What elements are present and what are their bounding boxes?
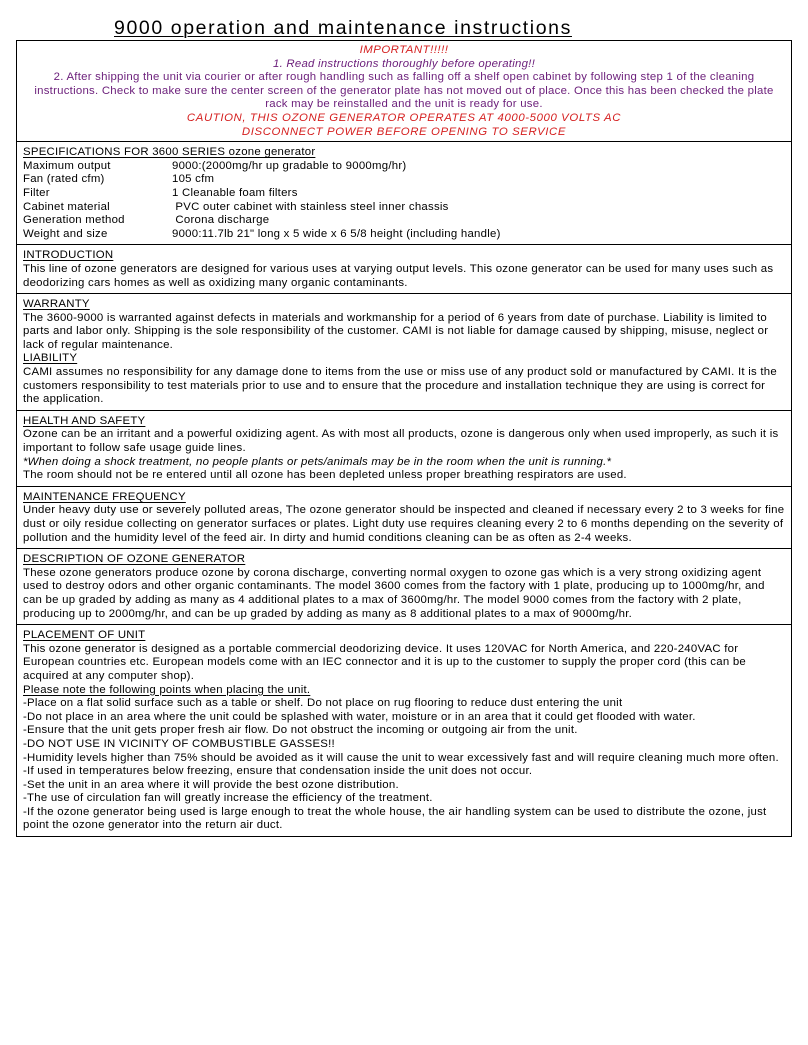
placement-point: -Set the unit in an area where it will provide the best ozone distribution. bbox=[23, 778, 399, 791]
spec-value: 1 Cleanable foam filters bbox=[172, 186, 298, 199]
description-section bbox=[17, 548, 791, 624]
specifications-section bbox=[17, 141, 791, 244]
warranty-heading: WARRANTY bbox=[23, 298, 90, 311]
warranty-section bbox=[17, 293, 791, 410]
warranty-text: The 3600-9000 is warranted against defects in materials and workmanship for a period of 6 years from date of purchase. Liability is limited to parts and labor only. Shipping is the sole responsibility of the customer. CAMI is not liable for damage caused by shipping, misuse, neglect or lack of regular maintenance. bbox=[23, 311, 769, 351]
spec-row bbox=[23, 173, 785, 187]
introduction-section bbox=[17, 244, 791, 293]
spec-label: Fan (rated cfm) bbox=[23, 173, 105, 186]
placement-point: -Ensure that the unit gets proper fresh air flow. Do not obstruct the incoming or outgoing air from the unit. bbox=[23, 724, 578, 737]
spec-value: 9000:(2000mg/hr up gradable to 9000mg/hr) bbox=[172, 159, 407, 172]
spec-row bbox=[23, 201, 785, 215]
placement-section bbox=[17, 624, 791, 836]
spec-value: PVC outer cabinet with stainless steel inner chassis bbox=[172, 200, 449, 213]
introduction-text: This line of ozone generators are designed for various uses at varying output levels. This ozone generator can be used for many uses such as deodorizing cars homes as well as oxidizing many organic contaminants. bbox=[23, 262, 774, 289]
important-section bbox=[17, 41, 791, 141]
important-line-1: 1. Read instructions thoroughly before operating!! bbox=[273, 57, 535, 70]
spec-label: Cabinet material bbox=[23, 200, 110, 213]
health-safety-section bbox=[17, 410, 791, 486]
important-heading: IMPORTANT!!!!! bbox=[359, 44, 449, 56]
placement-point: -DO NOT USE IN VICINITY OF COMBUSTIBLE GASSES!! bbox=[23, 737, 335, 750]
health-safety-text-2: The room should not be re entered until all ozone has been depleted unless proper breathing respirators are used. bbox=[23, 469, 627, 482]
health-safety-text: Ozone can be an irritant and a powerful oxidizing agent. As with most all products, ozone is dangerous only when used improperly, as such it is important to follow safe usage guide lines. bbox=[23, 428, 779, 455]
spec-value: Corona discharge bbox=[172, 214, 270, 227]
placement-text: This ozone generator is designed as a portable commercial deodorizing device. It uses 120VAC for North America, and 220-240VAC for European countries etc. European models come with an IEC connector and it is up to the customer to supply the proper cord (this can be acquired at any computer shop). bbox=[23, 642, 747, 682]
specifications-heading: SPECIFICATIONS FOR 3600 SERIES ozone generator bbox=[23, 146, 316, 159]
maintenance-text: Under heavy duty use or severely polluted areas, The ozone generator should be inspected and cleaned if necessary every 2 to 3 weeks for fine dust or oily residue collecting on generator surfaces or plates. Light duty use requires cleaning every 2 to 6 months depending on the severity of pollution and the humidity level of the feed air. In dirty and humid conditions cleaning can be as often as 2-4 weeks. bbox=[23, 504, 785, 544]
liability-heading: LIABILITY bbox=[23, 352, 78, 365]
spec-label: Filter bbox=[23, 186, 50, 199]
health-safety-heading: HEALTH AND SAFETY bbox=[23, 414, 146, 427]
page-title: 9000 operation and maintenance instructions bbox=[114, 17, 572, 39]
description-heading: DESCRIPTION OF OZONE GENERATOR bbox=[23, 553, 246, 566]
placement-point: -Do not place in an area where the unit could be splashed with water, moisture or in an area that it could get flooded with water. bbox=[23, 710, 696, 723]
spec-label: Maximum output bbox=[23, 159, 111, 172]
liability-text: CAMI assumes no responsibility for any damage done to items from the use or miss use of any product sold or manufactured by CAMI. It is the customers responsibility to test materials prior to use and to ensure that the procedure and installation technique they are using is correct for the application. bbox=[23, 366, 777, 406]
shock-treatment-note: *When doing a shock treatment, no people plants or pets/animals may be in the room when the unit is running.* bbox=[23, 455, 612, 468]
maintenance-heading: MAINTENANCE FREQUENCY bbox=[23, 490, 186, 503]
maintenance-section bbox=[17, 486, 791, 548]
spec-label: Generation method bbox=[23, 214, 125, 227]
placement-subheading: Please note the following points when placing the unit. bbox=[23, 683, 311, 696]
placement-point: -The use of circulation fan will greatly increase the efficiency of the treatment. bbox=[23, 792, 433, 805]
spec-value: 105 cfm bbox=[172, 173, 215, 186]
introduction-heading: INTRODUCTION bbox=[23, 249, 114, 262]
spec-label: Weight and size bbox=[23, 227, 108, 240]
spec-row bbox=[23, 228, 785, 242]
spec-row bbox=[23, 160, 785, 174]
instructions-document bbox=[16, 40, 792, 837]
caution-line-2: DISCONNECT POWER BEFORE OPENING TO SERVICE bbox=[241, 125, 567, 138]
spec-row bbox=[23, 187, 785, 201]
placement-point: -If used in temperatures below freezing, ensure that condensation inside the unit does not occur. bbox=[23, 765, 533, 778]
placement-point: -Humidity levels higher than 75% should be avoided as it will cause the unit to wear excessively fast and will require cleaning much more often. bbox=[23, 751, 779, 764]
spec-row bbox=[23, 214, 785, 228]
spec-value: 9000:11.7lb 21" long x 5 wide x 6 5/8 height (including handle) bbox=[172, 227, 501, 240]
placement-point: -If the ozone generator being used is large enough to treat the whole house, the air handling system can be used to distribute the ozone, just point the ozone generator into the return air duct. bbox=[23, 805, 767, 832]
placement-point: -Place on a flat solid surface such as a table or shelf. Do not place on rug flooring to reduce dust entering the unit bbox=[23, 697, 623, 710]
caution-line-1: CAUTION, THIS OZONE GENERATOR OPERATES AT 4000-5000 VOLTS AC bbox=[186, 111, 622, 124]
placement-heading: PLACEMENT OF UNIT bbox=[23, 629, 146, 642]
important-line-2: 2. After shipping the unit via courier or after rough handling such as falling off a shelf open cabinet by following step 1 of the cleaning instructions. Check to make sure the center screen of the generator plate has not moved out of place. Once this has been checked the plate rack may be reinstalled and the unit is ready for use. bbox=[34, 71, 774, 111]
description-text: These ozone generators produce ozone by corona discharge, converting normal oxygen to ozone gas which is a very strong oxidizing agent used to destroy odors and other organic contaminants. The model 3600 comes from the factory with 1 plate, producing up to 1000mg/hr, and can be up graded by adding as many as 4 additional plates to a max of 3600mg/hr. The model 9000 comes from the factory with 2 plate, producing up to 2000mg/hr, and can be up graded by adding as many as 8 additional plates to a max of 9000mg/hr. bbox=[23, 566, 765, 620]
